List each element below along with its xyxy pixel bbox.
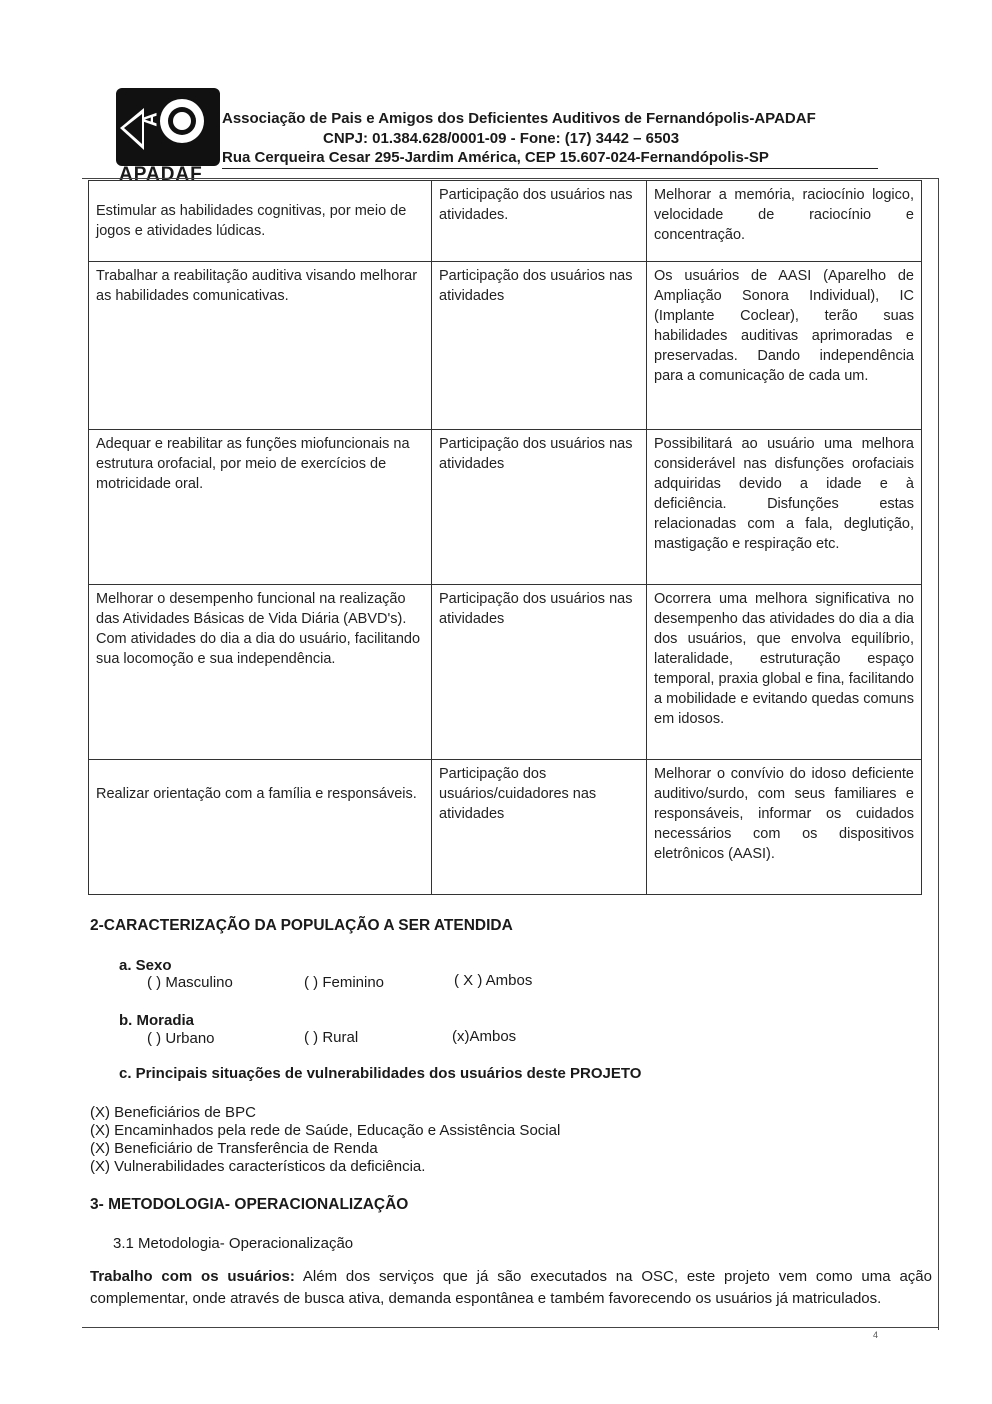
- objective-cell: Estimular as habilidades cognitivas, por meio de jogos e atividades lúdicas.: [89, 181, 432, 262]
- indicator-cell: Participação dos usuários nas atividades: [432, 430, 647, 585]
- paragraph-lead: Trabalho com os usuários:: [90, 1268, 295, 1285]
- header-rule: [222, 168, 878, 169]
- table-row: [89, 181, 922, 262]
- list-item: (X) Beneficiário de Transferência de Renda: [90, 1140, 378, 1157]
- sexo-option-masculino: ( ) Masculino: [147, 974, 233, 991]
- vulnerability-list: [90, 1104, 560, 1176]
- indicator-cell: Participação dos usuários nas atividades: [432, 585, 647, 760]
- moradia-option-ambos: (x)Ambos: [452, 1028, 517, 1045]
- objective-cell: Trabalhar a reabilitação auditiva visando melhorar as habilidades comunicativas.: [89, 262, 432, 430]
- result-cell: Possibilitará ao usuário uma melhora considerável nas disfunções orofaciais adquiridas devido a idade e à deficiência. Disfunções estas relacionadas com a fala, deglutição, mastigação e respiração etc.: [647, 430, 922, 585]
- page-number: 4: [873, 1330, 879, 1340]
- objective-cell: Adequar e reabilitar as funções miofuncionais na estrutura orofacial, por meio de exercícios de motricidade oral.: [89, 430, 432, 585]
- table-row: [89, 585, 922, 760]
- table-row: [89, 430, 922, 585]
- moradia-option-urbano: ( ) Urbano: [147, 1030, 215, 1047]
- table-row: [89, 760, 922, 895]
- moradia-label: b. Moradia: [119, 1012, 195, 1029]
- objective-cell: Realizar orientação com a família e responsáveis.: [89, 760, 432, 895]
- organization-name: Associação de Pais e Amigos dos Deficientes Auditivos de Fernandópolis-APADAF: [222, 110, 816, 127]
- moradia-option-rural: ( ) Rural: [304, 1029, 359, 1046]
- logo-wordmark: APADAF: [119, 164, 203, 185]
- result-cell: Melhorar a memória, raciocínio logico, velocidade de raciocínio e concentração.: [647, 181, 922, 262]
- indicator-cell: Participação dos usuários nas atividades: [432, 262, 647, 430]
- sexo-option-ambos: ( X ) Ambos: [454, 972, 533, 989]
- cnpj-phone: CNPJ: 01.384.628/0001-09 - Fone: (17) 3442 – 6503: [323, 130, 680, 147]
- logo-letter: A: [139, 112, 162, 127]
- indicator-cell: Participação dos usuários/cuidadores nas atividades: [432, 760, 647, 895]
- paragraph-body: Além dos serviços que já são executados na OSC, este projeto vem como uma ação complementar, onde através de busca ativa, demanda espontânea e também favorecendo os usuários já matriculados.: [90, 1268, 932, 1307]
- vulnerability-title: c. Principais situações de vulnerabilidades dos usuários deste PROJETO: [119, 1065, 642, 1082]
- list-item: (X) Encaminhados pela rede de Saúde, Educação e Assistência Social: [90, 1122, 561, 1139]
- section-3-title: 3- METODOLOGIA- OPERACIONALIZAÇÃO: [90, 1196, 409, 1213]
- sexo-option-feminino: ( ) Feminino: [304, 974, 385, 991]
- address: Rua Cerqueira Cesar 295-Jardim América, CEP 15.607-024-Fernandópolis-SP: [222, 149, 769, 166]
- section-3-1-subtitle: 3.1 Metodologia- Operacionalização: [113, 1235, 354, 1252]
- methodology-paragraph: [90, 1266, 932, 1310]
- section-2-title: 2-CARACTERIZAÇÃO DA POPULAÇÃO A SER ATENDIDA: [90, 917, 513, 934]
- indicator-cell: Participação dos usuários nas atividades.: [432, 181, 647, 262]
- list-item: (X) Beneficiários de BPC: [90, 1104, 256, 1121]
- table-row: [89, 262, 922, 430]
- objectives-table: [88, 180, 922, 895]
- page-bottom-rule: [82, 1327, 939, 1328]
- result-cell: Ocorrera uma melhora significativa no desempenho das atividades do dia a dia dos usuários, que envolva equilíbrio, lateralidade, estruturação espaço temporal, praxia global e fina, facilitando a mobilidade e evitando quedas comuns em idosos.: [647, 585, 922, 760]
- objective-cell: Melhorar o desempenho funcional na realização das Atividades Básicas de Vida Diária (ABVD's). Com atividades do dia a dia do usuário, facilitando sua locomoção e sua independência.: [89, 585, 432, 760]
- result-cell: Os usuários de AASI (Aparelho de Ampliação Sonora Individual), IC (Implante Coclear), terão suas habilidades auditivas aprimoradas e preservadas. Dando independência para a comunicação de cada um.: [647, 262, 922, 430]
- result-cell: Melhorar o convívio do idoso deficiente auditivo/surdo, com seus familiares e responsáveis, informar os cuidados necessários com os dispositivos eletrônicos (AASI).: [647, 760, 922, 895]
- sexo-label: a. Sexo: [119, 957, 172, 974]
- list-item: (X) Vulnerabilidades característicos da deficiência.: [90, 1158, 426, 1175]
